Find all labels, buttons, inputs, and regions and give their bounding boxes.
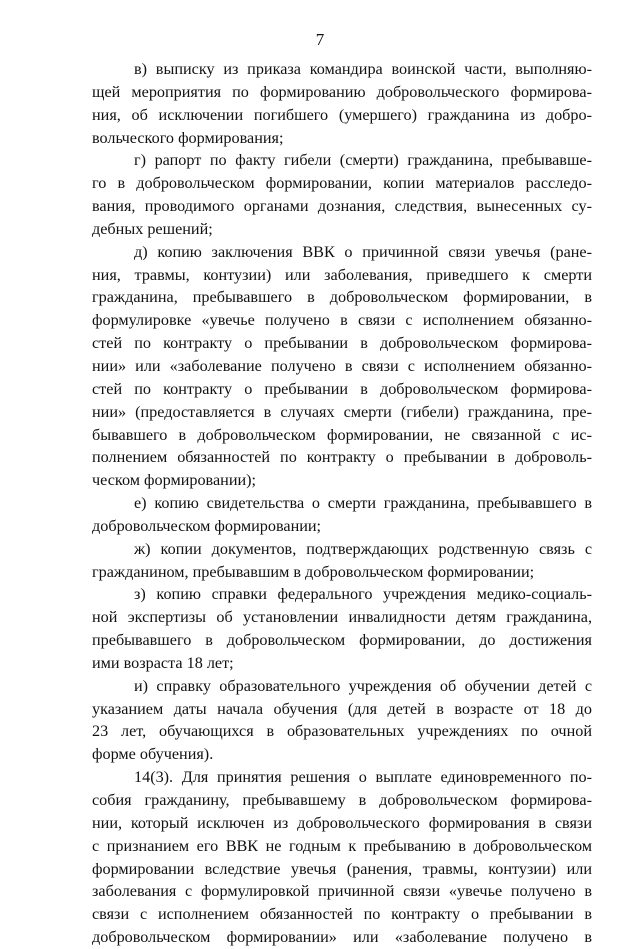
text-line: ими возраста 18 лет; bbox=[92, 653, 234, 672]
text-line: 23 лет, обучающихся в образовательных учреждениях по очной bbox=[92, 722, 592, 741]
text-line: собия гражданину, пребывавшему в добровольческом формирова- bbox=[92, 791, 592, 809]
page-number: 7 bbox=[315, 30, 325, 49]
text-line: вольческого формирования; bbox=[92, 128, 284, 147]
text-line: ния, об исключении погибшего (умершего) гражданина из добро- bbox=[92, 105, 592, 124]
text-line: добровольческом формировании» или «заболевание получено в bbox=[92, 928, 592, 947]
text-line: в) выписку из приказа командира воинской части, выполняю- bbox=[134, 60, 592, 78]
text-line: гражданином, пребывавшим в добровольческом формировании; bbox=[92, 562, 535, 581]
text-line: стей по контракту о пребывании в добровольческом формирова- bbox=[92, 379, 592, 398]
text-line: пребывавшего в добровольческом формировании, до достижения bbox=[92, 631, 592, 650]
text-line: стей по контракту о пребывании в добровольческом формирова- bbox=[92, 334, 592, 353]
text-line: связи с исполнением обязанностей по контракту о пребывании в bbox=[92, 905, 592, 924]
text-line: го в добровольческом формировании, копии материалов расследо- bbox=[92, 174, 592, 193]
text-line: ческом формировании); bbox=[92, 471, 257, 490]
text-line: 14(3). Для принятия решения о выплате единовременного по- bbox=[134, 768, 592, 787]
text-line: нии, который исключен из добровольческого формирования в связи bbox=[92, 813, 592, 832]
text-line: нии» или «заболевание получено в связи с исполнением обязанно- bbox=[92, 356, 592, 375]
paragraph-para-z bbox=[92, 583, 592, 674]
text-line: з) копию справки федерального учреждения медико-социаль- bbox=[134, 585, 592, 604]
text-line: добровольческом формировании; bbox=[92, 516, 322, 535]
paragraph-para-v bbox=[92, 58, 592, 149]
text-line: указанием даты начала обучения (для детей в возрасте от 18 до bbox=[92, 699, 592, 718]
text-line: формировании вследствие увечья (ранения, травмы, контузии) или bbox=[92, 859, 592, 878]
text-line: форме обучения). bbox=[92, 745, 214, 764]
text-line: вания, проводимого органами дознания, следствия, вынесенных су- bbox=[92, 197, 592, 216]
paragraph-para-14-3 bbox=[92, 766, 592, 949]
text-line: дебных решений; bbox=[92, 219, 213, 238]
text-line: с признанием его ВВК не годным к пребыванию в добровольческом bbox=[92, 836, 592, 855]
document-body bbox=[92, 58, 592, 949]
text-line: нии» (предоставляется в случаях смерти (гибели) гражданина, пре- bbox=[92, 402, 592, 421]
paragraph-para-d bbox=[92, 241, 592, 492]
text-line: формулировке «увечье получено в связи с исполнением обязанно- bbox=[92, 311, 592, 330]
text-line: д) копию заключения ВВК о причинной связи увечья (ране- bbox=[134, 242, 592, 261]
text-line: полнением обязанностей по контракту о пребывании в доброволь- bbox=[92, 448, 592, 467]
text-line: е) копию свидетельства о смерти гражданина, пребывавшего в bbox=[134, 494, 592, 513]
text-line: ния, травмы, контузии) или заболевания, приведшего к смерти bbox=[92, 265, 592, 284]
text-line: заболевания с формулировкой причинной связи «увечье получено в bbox=[92, 882, 592, 901]
text-line: гражданина, пребывавшего в добровольческом формировании, в bbox=[92, 288, 592, 307]
text-line: ной экспертизы об установлении инвалидности детям гражданина, bbox=[92, 608, 592, 627]
text-line: г) рапорт по факту гибели (смерти) гражданина, пребывавше- bbox=[134, 151, 592, 170]
text-line: и) справку образовательного учреждения об обучении детей с bbox=[134, 676, 592, 695]
paragraph-para-zh bbox=[92, 538, 592, 584]
text-line: бывавшего в добровольческом формировании, не связанной с ис- bbox=[92, 425, 592, 444]
paragraph-para-g bbox=[92, 149, 592, 240]
text-line: ж) копии документов, подтверждающих родственную связь с bbox=[134, 539, 592, 558]
paragraph-para-e bbox=[92, 492, 592, 538]
text-line: щей мероприятия по формированию добровольческого формирова- bbox=[92, 82, 592, 101]
paragraph-para-i bbox=[92, 675, 592, 766]
